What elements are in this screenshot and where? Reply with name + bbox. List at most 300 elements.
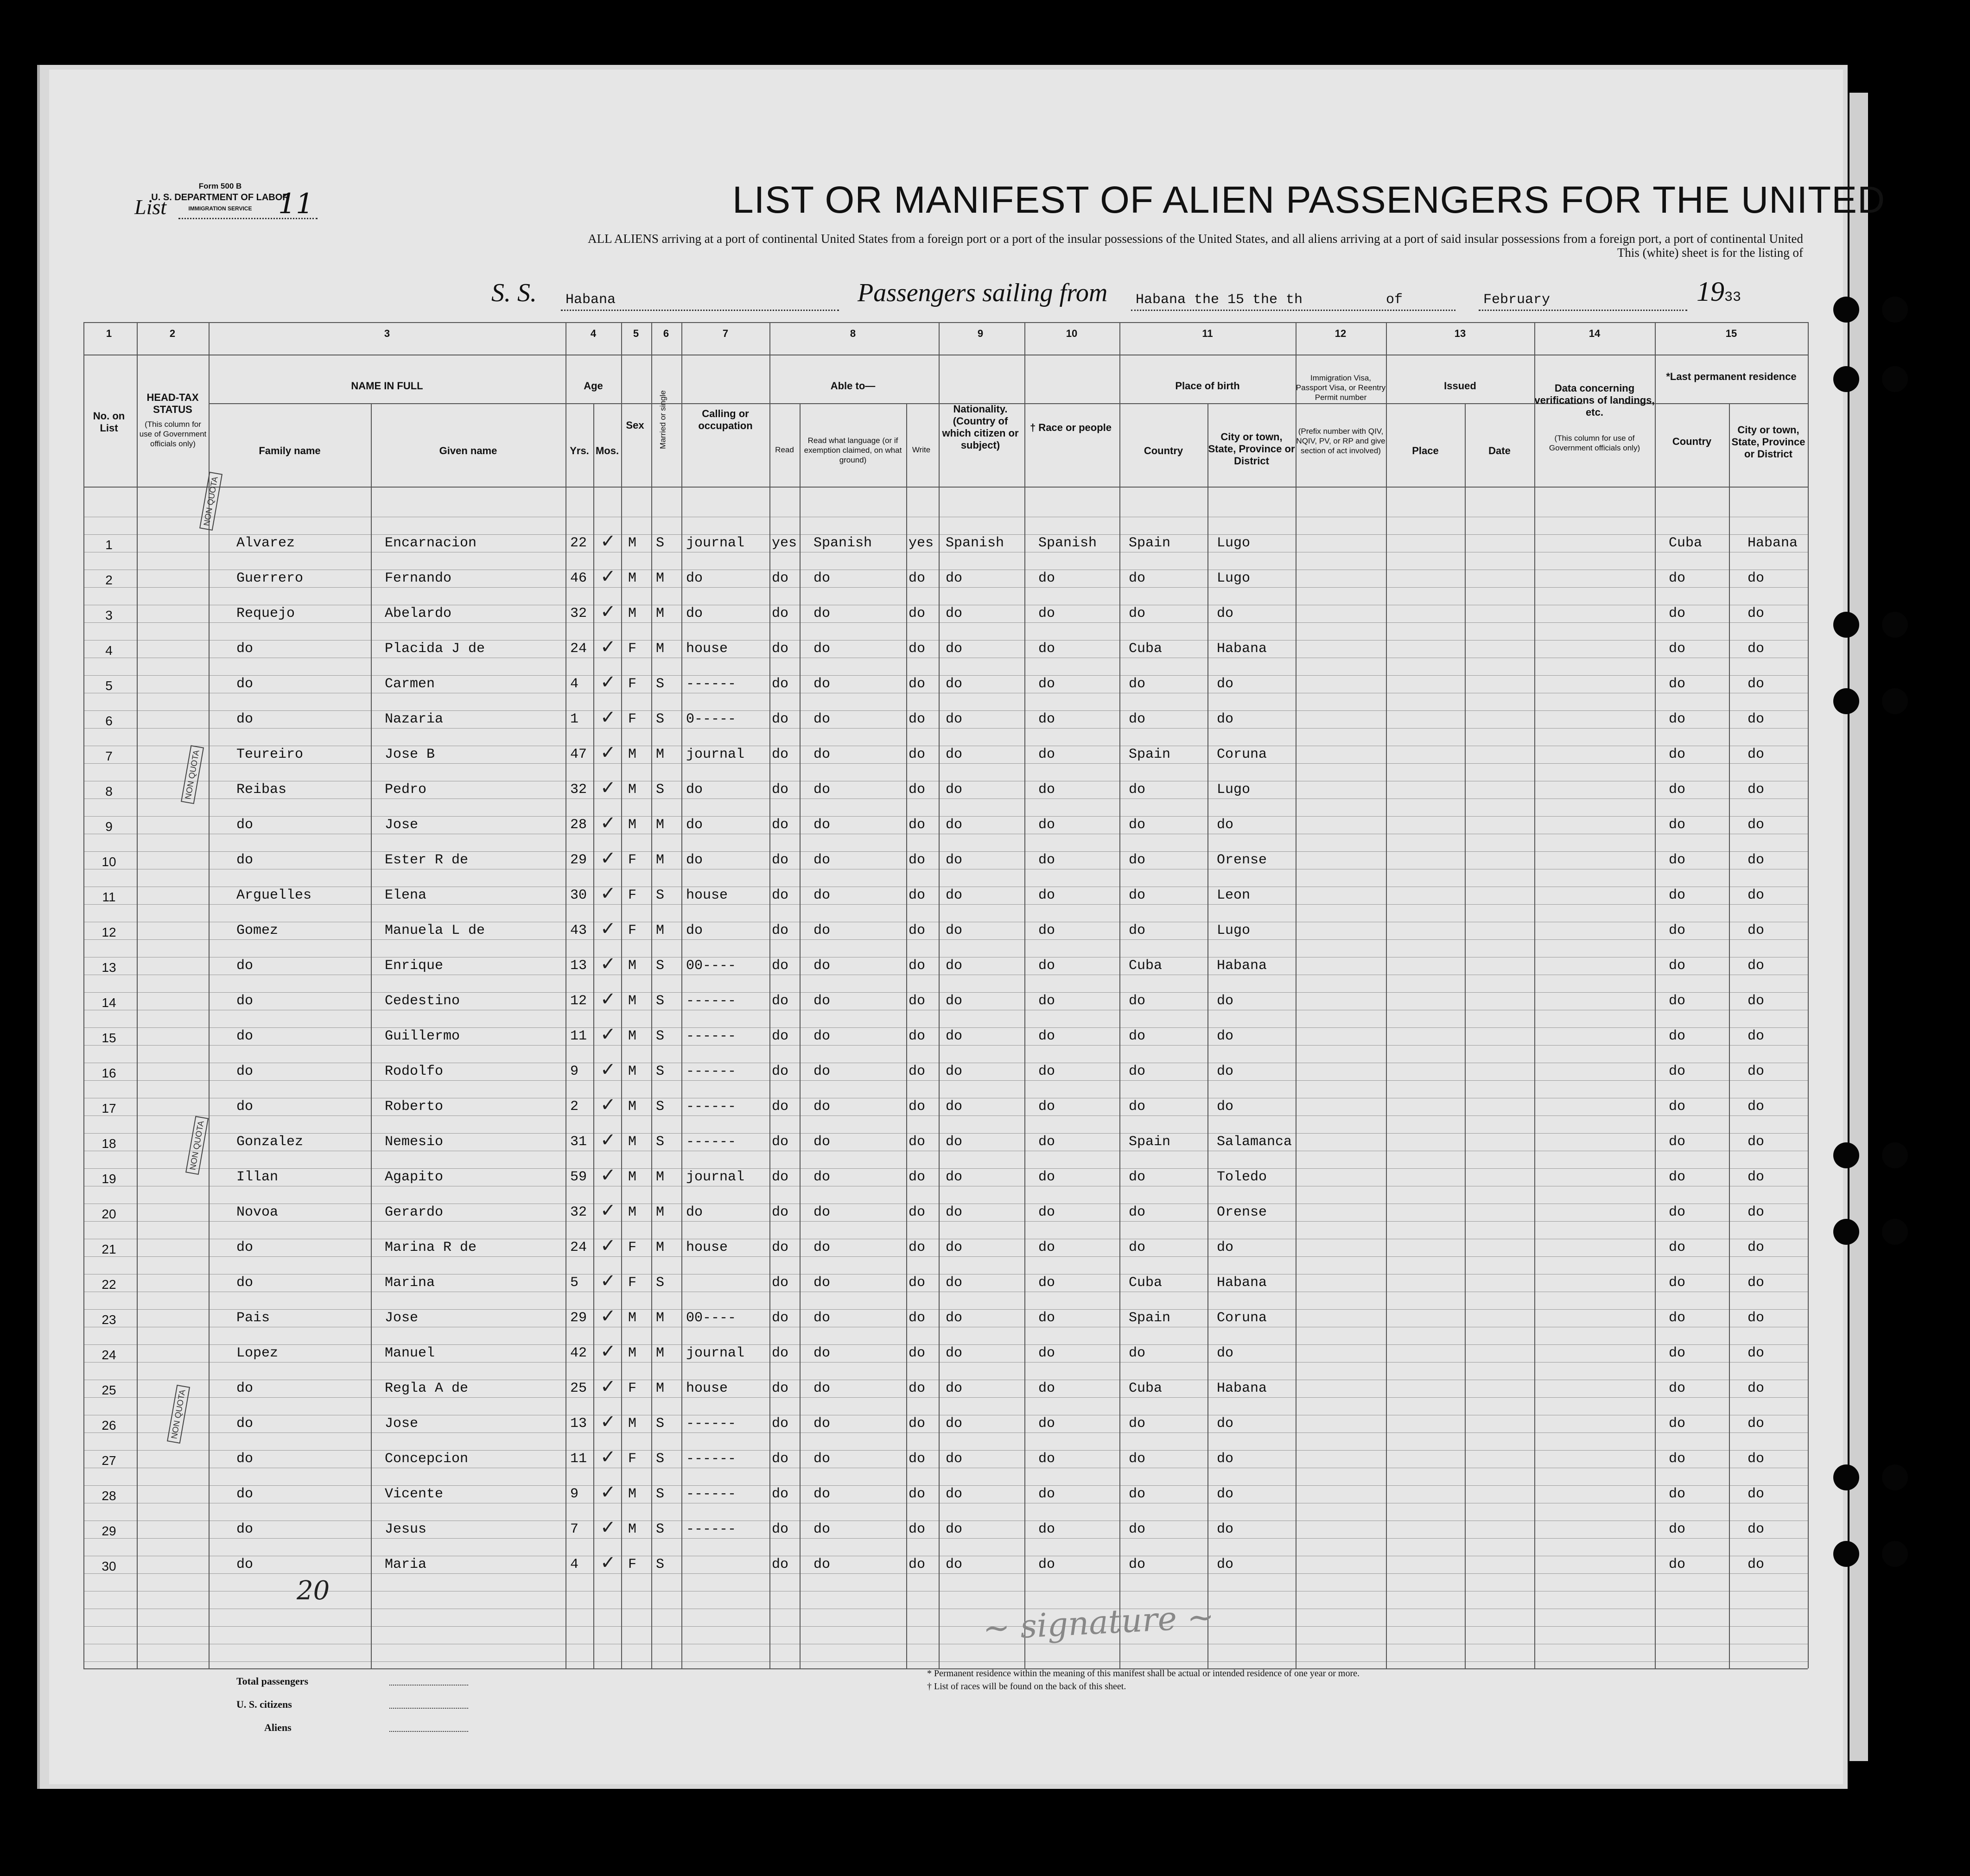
cell-nat: do <box>946 606 963 621</box>
cell-nat: do <box>946 570 963 586</box>
punch-hole <box>1882 297 1908 323</box>
cell-lang: do <box>813 852 831 868</box>
header-yrs: Yrs. <box>570 445 589 456</box>
cell-write: do <box>909 993 926 1009</box>
cell-city: do <box>1217 1416 1234 1432</box>
column-number: 2 <box>169 328 176 339</box>
cell-given: Marina R de <box>385 1240 477 1255</box>
header-nationality: Nationality. (Country of which citizen or subject) <box>942 403 1019 451</box>
cell-age: 24 <box>570 641 587 657</box>
row-number: 3 <box>105 608 113 622</box>
cell-rc: do <box>1669 782 1686 798</box>
cell-lang: do <box>813 1240 831 1255</box>
cell-age: 11 <box>570 1028 587 1044</box>
punch-hole <box>1882 612 1908 638</box>
ruled-line <box>83 851 1808 852</box>
cell-race: do <box>1038 641 1055 657</box>
month-line <box>1479 310 1687 311</box>
cell-ms: S <box>656 711 665 727</box>
cell-sex: M <box>628 747 637 762</box>
punch-hole <box>1833 688 1859 714</box>
cell-occ: ------ <box>686 1028 737 1044</box>
cell-family: do <box>236 1557 254 1572</box>
cell-country: do <box>1129 993 1146 1009</box>
cell-rc: do <box>1669 817 1686 833</box>
cell-sex: F <box>628 887 637 903</box>
header-residence-city: City or town, State, Province or District <box>1731 424 1805 460</box>
cell-sex: M <box>628 535 637 551</box>
cell-read: do <box>772 1204 789 1220</box>
column-divider <box>906 403 907 1668</box>
punch-hole <box>1833 1541 1859 1567</box>
cell-rcity: do <box>1748 1275 1765 1291</box>
punch-hole <box>1882 1541 1908 1567</box>
cell-sex: F <box>628 676 637 692</box>
header-write: Write <box>912 445 931 454</box>
cell-lang: do <box>813 887 831 903</box>
column-number: 9 <box>977 328 984 339</box>
cell-nat: do <box>946 1521 963 1537</box>
cell-lang: do <box>813 782 831 798</box>
cell-city: do <box>1217 1099 1234 1115</box>
cell-write: do <box>909 1099 926 1115</box>
header-given-name: Given name <box>439 445 497 456</box>
cell-age: 22 <box>570 535 587 551</box>
row-number: 7 <box>105 749 113 763</box>
cell-country: do <box>1129 1204 1146 1220</box>
cell-race: do <box>1038 1451 1055 1467</box>
header-mos: Mos. <box>595 445 619 456</box>
cell-city: do <box>1217 817 1234 833</box>
cell-age: 9 <box>570 1486 579 1502</box>
punch-hole <box>1833 366 1859 392</box>
cell-read: do <box>772 1521 789 1537</box>
cell-lang: do <box>813 570 831 586</box>
cell-rc: do <box>1669 993 1686 1009</box>
cell-write: do <box>909 1486 926 1502</box>
ruled-line <box>83 992 1808 993</box>
cell-occ: house <box>686 1381 728 1396</box>
cell-rc: do <box>1669 1240 1686 1255</box>
row-number: 15 <box>102 1031 116 1045</box>
cell-rc: do <box>1669 1204 1686 1220</box>
cell-sex: F <box>628 1381 637 1396</box>
cell-family: do <box>236 711 254 727</box>
page-edge <box>1849 93 1868 1761</box>
cell-family: Lopez <box>236 1345 279 1361</box>
cell-age: 13 <box>570 958 587 974</box>
cell-rc: do <box>1669 711 1686 727</box>
ruled-line <box>83 1115 1808 1116</box>
table-border <box>83 322 1808 323</box>
cell-lang: do <box>813 711 831 727</box>
cell-rc: do <box>1669 641 1686 657</box>
check-mark: ✓ <box>600 1517 616 1538</box>
cell-age: 31 <box>570 1134 587 1150</box>
cell-nat: do <box>946 1275 963 1291</box>
cell-sex: F <box>628 923 637 938</box>
check-mark: ✓ <box>600 707 616 728</box>
check-mark: ✓ <box>600 531 616 552</box>
cell-country: do <box>1129 887 1146 903</box>
cell-sex: M <box>628 1416 637 1432</box>
cell-country: do <box>1129 923 1146 938</box>
cell-family: Teureiro <box>236 747 304 762</box>
cell-age: 2 <box>570 1099 579 1115</box>
check-mark: ✓ <box>600 566 616 587</box>
column-divider <box>593 403 594 1668</box>
cell-nat: do <box>946 1345 963 1361</box>
cell-ms: S <box>656 993 665 1009</box>
cell-city: Habana <box>1217 1275 1267 1291</box>
column-number: 4 <box>590 328 597 339</box>
cell-occ: ------ <box>686 1099 737 1115</box>
cell-write: do <box>909 782 926 798</box>
column-number: 1 <box>106 328 112 339</box>
cell-rcity: do <box>1748 747 1765 762</box>
cell-given: Jose B <box>385 747 435 762</box>
cell-sex: F <box>628 1240 637 1255</box>
cell-rcity: do <box>1748 817 1765 833</box>
of-label: of <box>1386 292 1403 308</box>
cell-race: do <box>1038 782 1055 798</box>
subheader-line <box>209 403 1583 404</box>
cell-age: 9 <box>570 1064 579 1079</box>
cell-write: do <box>909 747 926 762</box>
cell-write: do <box>909 1345 926 1361</box>
cell-race: do <box>1038 993 1055 1009</box>
cell-nat: do <box>946 1169 963 1185</box>
row-number: 18 <box>102 1136 116 1151</box>
cell-occ: house <box>686 1240 728 1255</box>
cell-age: 5 <box>570 1275 579 1291</box>
cell-city: do <box>1217 1028 1234 1044</box>
cell-lang: do <box>813 1486 831 1502</box>
cell-city: do <box>1217 676 1234 692</box>
cell-rc: do <box>1669 1275 1686 1291</box>
cell-family: do <box>236 1521 254 1537</box>
header-calling: Calling or occupation <box>698 408 753 431</box>
cell-occ: ------ <box>686 993 737 1009</box>
cell-family: do <box>236 1099 254 1115</box>
cell-occ: ------ <box>686 1416 737 1432</box>
row-number: 27 <box>102 1453 116 1468</box>
cell-sex: M <box>628 993 637 1009</box>
check-mark: ✓ <box>600 918 616 939</box>
intro-line-1: ALL ALIENS arriving at a port of continental United States from a foreign port or a port of the insular possessions of the United States, and all aliens arriving at a port of said insular possessions from a foreign port, a port of continental United <box>588 232 1803 246</box>
cell-ms: S <box>656 1275 665 1291</box>
check-mark: ✓ <box>600 742 616 763</box>
cell-city: Habana <box>1217 958 1267 974</box>
cell-lang: do <box>813 1557 831 1572</box>
cell-read: do <box>772 711 789 727</box>
cell-rcity: Habana <box>1748 535 1798 551</box>
cell-ms: M <box>656 1345 665 1361</box>
cell-age: 12 <box>570 993 587 1009</box>
cell-country: Spain <box>1129 1310 1171 1326</box>
aliens-line <box>389 1731 468 1732</box>
check-mark: ✓ <box>600 1341 616 1362</box>
ruled-line <box>83 587 1808 588</box>
cell-read: do <box>772 606 789 621</box>
cell-lang: do <box>813 1310 831 1326</box>
cell-rc: do <box>1669 852 1686 868</box>
cell-read: do <box>772 782 789 798</box>
cell-read: do <box>772 1275 789 1291</box>
ruled-line <box>83 1133 1808 1134</box>
cell-nat: do <box>946 1204 963 1220</box>
cell-read: do <box>772 852 789 868</box>
cell-nat: do <box>946 1240 963 1255</box>
cell-ms: M <box>656 641 665 657</box>
column-divider <box>1119 322 1120 1668</box>
cell-rcity: do <box>1748 1557 1765 1572</box>
check-mark: ✓ <box>600 1235 616 1256</box>
cell-read: do <box>772 1099 789 1115</box>
cell-write: do <box>909 1381 926 1396</box>
column-number: 14 <box>1589 328 1601 339</box>
cell-family: do <box>236 958 254 974</box>
cell-lang: do <box>813 1416 831 1432</box>
cell-rcity: do <box>1748 1381 1765 1396</box>
form-number: Form 500 B <box>198 182 242 190</box>
cell-country: Spain <box>1129 535 1171 551</box>
cell-rcity: do <box>1748 1310 1765 1326</box>
cell-read: do <box>772 1310 789 1326</box>
cell-age: 43 <box>570 923 587 938</box>
cell-write: do <box>909 1557 926 1572</box>
cell-occ: do <box>686 1204 703 1220</box>
cell-occ: journal <box>686 535 745 551</box>
row-number: 9 <box>105 819 113 834</box>
cell-age: 29 <box>570 852 587 868</box>
cell-ms: S <box>656 1451 665 1467</box>
check-mark: ✓ <box>600 1411 616 1432</box>
cell-city: Toledo <box>1217 1169 1267 1185</box>
cell-given: Carmen <box>385 676 435 692</box>
cell-race: do <box>1038 1521 1055 1537</box>
cell-age: 4 <box>570 676 579 692</box>
column-divider <box>1729 403 1730 1668</box>
cell-race: do <box>1038 1345 1055 1361</box>
header-visa: Immigration Visa, Passport Visa, or Reentry Permit number <box>1296 374 1386 402</box>
cell-read: do <box>772 747 789 762</box>
cell-city: Lugo <box>1217 782 1251 798</box>
cell-rc: do <box>1669 1169 1686 1185</box>
cell-nat: do <box>946 676 963 692</box>
cell-country: do <box>1129 1064 1146 1079</box>
cell-occ: do <box>686 782 703 798</box>
cell-race: do <box>1038 1099 1055 1115</box>
cell-country: do <box>1129 1416 1146 1432</box>
cell-write: do <box>909 711 926 727</box>
cell-lang: do <box>813 1521 831 1537</box>
check-mark: ✓ <box>600 1024 616 1045</box>
cell-age: 32 <box>570 606 587 621</box>
cell-ms: M <box>656 1381 665 1396</box>
cell-rc: do <box>1669 747 1686 762</box>
cell-family: Alvarez <box>236 535 295 551</box>
check-mark: ✓ <box>600 1165 616 1186</box>
punch-hole <box>1833 1142 1859 1168</box>
cell-rcity: do <box>1748 1416 1765 1432</box>
cell-rcity: do <box>1748 923 1765 938</box>
cell-country: do <box>1129 1028 1146 1044</box>
column-divider <box>83 322 84 1668</box>
cell-rc: do <box>1669 1099 1686 1115</box>
cell-read: do <box>772 641 789 657</box>
footnote-residence: * Permanent residence within the meaning of this manifest shall be actual or intended residence of one year or more. <box>927 1668 1360 1679</box>
cell-race: do <box>1038 1486 1055 1502</box>
cell-lang: do <box>813 1134 831 1150</box>
check-mark: ✓ <box>600 1552 616 1573</box>
cell-city: do <box>1217 1521 1234 1537</box>
cell-given: Ester R de <box>385 852 469 868</box>
cell-write: do <box>909 1451 926 1467</box>
list-number: 11 <box>278 188 314 220</box>
cell-read: do <box>772 993 789 1009</box>
ruled-line <box>83 939 1808 940</box>
cell-city: Lugo <box>1217 570 1251 586</box>
cell-age: 24 <box>570 1240 587 1255</box>
ruled-line <box>83 675 1808 676</box>
cell-occ: ------ <box>686 676 737 692</box>
check-mark: ✓ <box>600 953 616 975</box>
cell-rc: do <box>1669 676 1686 692</box>
cell-city: Coruna <box>1217 1310 1267 1326</box>
cell-rcity: do <box>1748 676 1765 692</box>
row-number: 21 <box>102 1242 116 1256</box>
cell-city: Lugo <box>1217 535 1251 551</box>
cell-read: do <box>772 1345 789 1361</box>
cell-country: do <box>1129 1557 1146 1572</box>
check-mark: ✓ <box>600 1306 616 1327</box>
cell-age: 59 <box>570 1169 587 1185</box>
ruled-line <box>83 816 1808 817</box>
ruled-line <box>83 1573 1808 1574</box>
cell-nat: do <box>946 1416 963 1432</box>
cell-ms: M <box>656 747 665 762</box>
cell-ms: M <box>656 1204 665 1220</box>
cell-rcity: do <box>1748 1028 1765 1044</box>
aliens-label: Aliens <box>264 1722 292 1733</box>
service-name: IMMIGRATION SERVICE <box>188 205 252 212</box>
cell-ms: M <box>656 570 665 586</box>
cell-lang: do <box>813 1275 831 1291</box>
cell-country: do <box>1129 570 1146 586</box>
ruled-line <box>83 1344 1808 1345</box>
cell-rcity: do <box>1748 1134 1765 1150</box>
sailing-month: February <box>1483 292 1551 308</box>
cell-family: do <box>236 1486 254 1502</box>
column-divider <box>1534 322 1535 1668</box>
cell-family: Gomez <box>236 923 279 938</box>
cell-sex: M <box>628 606 637 621</box>
header-married: Married or single <box>658 390 667 449</box>
cell-sex: M <box>628 958 637 974</box>
cell-ms: S <box>656 782 665 798</box>
punch-hole <box>1833 1219 1859 1245</box>
cell-sex: F <box>628 1275 637 1291</box>
cell-country: do <box>1129 1240 1146 1255</box>
row-number: 11 <box>102 890 116 904</box>
punch-hole <box>1833 612 1859 638</box>
cell-ms: S <box>656 1557 665 1572</box>
cell-race: do <box>1038 1169 1055 1185</box>
cell-race: do <box>1038 1310 1055 1326</box>
punch-hole <box>1833 1464 1859 1490</box>
cell-country: Spain <box>1129 1134 1171 1150</box>
cell-nat: do <box>946 1486 963 1502</box>
cell-occ: journal <box>686 747 745 762</box>
row-number: 5 <box>105 678 113 693</box>
cell-ms: M <box>656 1169 665 1185</box>
cell-sex: F <box>628 711 637 727</box>
cell-given: Jose <box>385 1416 419 1432</box>
column-divider <box>137 322 138 1668</box>
ruled-line <box>83 1362 1808 1363</box>
cell-race: do <box>1038 1240 1055 1255</box>
cell-ms: S <box>656 958 665 974</box>
cell-nat: do <box>946 817 963 833</box>
row-number: 26 <box>102 1418 116 1432</box>
ruled-line <box>83 534 1808 535</box>
cell-race: do <box>1038 711 1055 727</box>
cell-nat: do <box>946 1451 963 1467</box>
header-place-of-birth: Place of birth <box>1175 380 1240 392</box>
cell-rcity: do <box>1748 1064 1765 1079</box>
cell-nat: do <box>946 923 963 938</box>
cell-country: Cuba <box>1129 1275 1163 1291</box>
cell-city: Habana <box>1217 641 1267 657</box>
cell-write: yes <box>909 535 934 551</box>
cell-rcity: do <box>1748 852 1765 868</box>
check-mark: ✓ <box>600 1446 616 1468</box>
cell-country: do <box>1129 1169 1146 1185</box>
cell-age: 4 <box>570 1557 579 1572</box>
cell-given: Fernando <box>385 570 452 586</box>
row-number: 22 <box>102 1277 116 1292</box>
intro-line-2: This (white) sheet is for the listing of <box>1617 246 1803 260</box>
cell-race: do <box>1038 852 1055 868</box>
cell-age: 1 <box>570 711 579 727</box>
ruled-line <box>83 1626 1808 1627</box>
cell-occ: journal <box>686 1169 745 1185</box>
cell-rcity: do <box>1748 782 1765 798</box>
punch-hole <box>1882 688 1908 714</box>
cell-lang: do <box>813 1204 831 1220</box>
total-passengers-label: Total passengers <box>236 1675 309 1687</box>
cell-country: do <box>1129 852 1146 868</box>
cell-rc: do <box>1669 887 1686 903</box>
cell-age: 32 <box>570 1204 587 1220</box>
cell-write: do <box>909 1310 926 1326</box>
cell-lang: do <box>813 1381 831 1396</box>
cell-sex: M <box>628 1345 637 1361</box>
cell-race: do <box>1038 747 1055 762</box>
row-number: 19 <box>102 1172 116 1186</box>
header-verification: Data concerning verifications of landings, etc. <box>1534 382 1655 418</box>
cell-given: Roberto <box>385 1099 444 1115</box>
page-title: LIST OR MANIFEST OF ALIEN PASSENGERS FOR THE UNITED <box>732 179 1886 221</box>
ruled-line <box>83 1045 1808 1046</box>
header-family-name: Family name <box>259 445 321 456</box>
cell-ms: S <box>656 1028 665 1044</box>
row-number: 24 <box>102 1348 116 1362</box>
row-number: 16 <box>102 1066 116 1080</box>
header-no-on-list: No. on List <box>93 410 125 434</box>
cell-given: Placida J de <box>385 641 485 657</box>
